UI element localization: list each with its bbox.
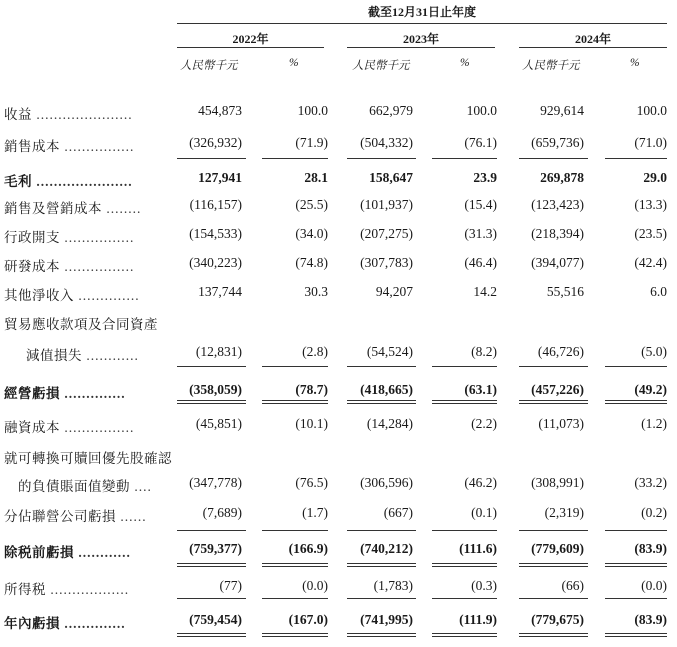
- amount-cell: (759,454): [189, 612, 242, 627]
- single-underline: [605, 530, 667, 531]
- percent-cell: (0.2): [641, 505, 667, 520]
- row-label-text: 分佔聯營公司虧損: [4, 509, 116, 524]
- double-underline: [177, 636, 246, 637]
- row-label-text: 經營虧損: [4, 386, 60, 401]
- single-underline: [519, 598, 588, 599]
- double-underline: [262, 633, 328, 634]
- double-underline: [519, 636, 588, 637]
- percent-cell: (15.4): [464, 197, 497, 212]
- row-label: [4, 447, 172, 467]
- amount-cell: (741,995): [360, 612, 413, 627]
- row-label: [4, 170, 133, 190]
- amount-cell: (659,736): [531, 135, 584, 150]
- row-label-text: 銷售成本: [4, 139, 60, 154]
- year-2022-header: 2022年: [232, 32, 269, 46]
- percent-cell: (33.2): [634, 475, 667, 490]
- percent-cell: (34.0): [295, 226, 328, 241]
- row-label-text: 就可轉換可贖回優先股確認: [4, 451, 172, 466]
- double-underline: [605, 633, 667, 634]
- percent-cell: (5.0): [641, 344, 667, 359]
- double-underline: [347, 633, 416, 634]
- amount-cell: (326,932): [189, 135, 242, 150]
- single-underline: [177, 530, 246, 531]
- leader-dots: ................: [60, 259, 135, 274]
- year-2024-header: 2024年: [574, 32, 611, 46]
- single-underline: [347, 598, 416, 599]
- amount-cell: (779,675): [531, 612, 584, 627]
- unit-rmb-2024: 人民幣千元: [522, 60, 580, 72]
- period-header: 截至12月31日止年度: [367, 5, 476, 19]
- percent-cell: (46.2): [464, 475, 497, 490]
- percent-cell: (76.5): [295, 475, 328, 490]
- single-underline: [605, 158, 667, 159]
- amount-cell: (504,332): [360, 135, 413, 150]
- percent-cell: (111.6): [459, 541, 497, 556]
- amount-cell: 269,878: [540, 170, 584, 185]
- percent-cell: (0.0): [641, 578, 667, 593]
- single-underline: [432, 366, 497, 367]
- amount-cell: (66): [561, 578, 584, 593]
- amount-cell: (779,609): [531, 541, 584, 556]
- amount-cell: 127,941: [198, 170, 242, 185]
- row-label-text: 所得税: [4, 582, 46, 597]
- double-underline: [605, 400, 667, 401]
- double-underline: [347, 636, 416, 637]
- single-underline: [519, 366, 588, 367]
- row-label: [4, 226, 134, 246]
- row-label-text: 年內虧損: [4, 616, 60, 631]
- leader-dots: ........: [102, 201, 142, 216]
- amount-cell: (308,991): [531, 475, 584, 490]
- percent-cell: (71.0): [634, 135, 667, 150]
- single-underline: [177, 598, 246, 599]
- percent-cell: 29.0: [643, 170, 667, 185]
- amount-cell: (77): [219, 578, 242, 593]
- unit-rmb-2023: 人民幣千元: [352, 60, 410, 72]
- double-underline: [347, 563, 416, 564]
- double-underline: [519, 566, 588, 567]
- percent-cell: (23.5): [634, 226, 667, 241]
- percent-cell: (1.2): [641, 416, 667, 431]
- percent-cell: (0.3): [471, 578, 497, 593]
- amount-cell: 662,979: [369, 103, 413, 118]
- row-label: [26, 344, 139, 364]
- single-underline: [347, 158, 416, 159]
- row-label: [4, 416, 134, 436]
- single-underline: [432, 530, 497, 531]
- amount-cell: (307,783): [360, 255, 413, 270]
- row-label-text: 的負債賬面值變動: [18, 479, 130, 494]
- amount-cell: (1,783): [373, 578, 413, 593]
- amount-cell: (101,937): [360, 197, 413, 212]
- percent-cell: (63.1): [464, 382, 497, 397]
- row-label: [4, 255, 134, 275]
- double-underline: [177, 633, 246, 634]
- double-underline: [262, 563, 328, 564]
- leader-dots: ............: [74, 545, 131, 560]
- leader-dots: ..............: [60, 616, 126, 631]
- double-underline: [177, 566, 246, 567]
- row-label-text: 毛利: [4, 174, 32, 189]
- double-underline: [177, 563, 246, 564]
- row-label-text: 貿易應收款項及合同資產: [4, 317, 158, 332]
- amount-cell: (46,726): [537, 344, 584, 359]
- double-underline: [347, 400, 416, 401]
- double-underline: [605, 403, 667, 404]
- double-underline: [432, 636, 497, 637]
- double-underline: [262, 400, 328, 401]
- row-label-text: 減值損失: [26, 348, 82, 363]
- percent-cell: (25.5): [295, 197, 328, 212]
- leader-dots: ....: [130, 479, 152, 494]
- header-rule: [177, 23, 667, 24]
- percent-cell: (83.9): [634, 612, 667, 627]
- row-label-text: 融資成本: [4, 420, 60, 435]
- single-underline: [432, 158, 497, 159]
- amount-cell: (218,394): [531, 226, 584, 241]
- percent-cell: 28.1: [304, 170, 328, 185]
- amount-cell: (759,377): [189, 541, 242, 556]
- row-label: [18, 475, 152, 495]
- leader-dots: ..............: [60, 386, 126, 401]
- amount-cell: (54,524): [366, 344, 413, 359]
- amount-cell: (394,077): [531, 255, 584, 270]
- double-underline: [519, 403, 588, 404]
- amount-cell: (11,073): [538, 416, 584, 431]
- percent-cell: (31.3): [464, 226, 497, 241]
- single-underline: [262, 158, 328, 159]
- double-underline: [432, 563, 497, 564]
- percent-cell: 100.0: [636, 103, 667, 118]
- single-underline: [177, 366, 246, 367]
- amount-cell: (154,533): [189, 226, 242, 241]
- leader-dots: ..................: [46, 582, 130, 597]
- single-underline: [347, 366, 416, 367]
- row-label-text: 行政開支: [4, 230, 60, 245]
- single-underline: [262, 366, 328, 367]
- amount-cell: (347,778): [189, 475, 242, 490]
- unit-rmb-2022: 人民幣千元: [180, 60, 238, 72]
- double-underline: [347, 403, 416, 404]
- amount-cell: (740,212): [360, 541, 413, 556]
- row-label: [4, 382, 126, 402]
- leader-dots: ......: [116, 509, 147, 524]
- double-underline: [347, 566, 416, 567]
- percent-cell: (13.3): [634, 197, 667, 212]
- leader-dots: ......................: [32, 107, 133, 122]
- double-underline: [519, 400, 588, 401]
- percent-cell: (76.1): [464, 135, 497, 150]
- double-underline: [605, 636, 667, 637]
- amount-cell: (340,223): [189, 255, 242, 270]
- unit-pct-2022: %: [289, 57, 299, 69]
- row-label-text: 收益: [4, 107, 32, 122]
- double-underline: [432, 566, 497, 567]
- single-underline: [432, 598, 497, 599]
- year-2023-rule: [347, 47, 495, 48]
- amount-cell: (14,284): [366, 416, 413, 431]
- percent-cell: (10.1): [295, 416, 328, 431]
- amount-cell: (7,689): [202, 505, 242, 520]
- percent-cell: (1.7): [302, 505, 328, 520]
- row-label-text: 其他淨收入: [4, 288, 74, 303]
- percent-cell: (167.0): [288, 612, 328, 627]
- year-2024-rule: [519, 47, 667, 48]
- percent-cell: (166.9): [288, 541, 328, 556]
- leader-dots: ................: [60, 420, 135, 435]
- amount-cell: (457,226): [531, 382, 584, 397]
- amount-cell: (2,319): [544, 505, 584, 520]
- row-label: [4, 197, 141, 217]
- amount-cell: (123,423): [531, 197, 584, 212]
- double-underline: [177, 403, 246, 404]
- single-underline: [262, 598, 328, 599]
- amount-cell: (358,059): [189, 382, 242, 397]
- amount-cell: (116,157): [189, 197, 242, 212]
- percent-cell: 100.0: [466, 103, 497, 118]
- percent-cell: 30.3: [304, 284, 328, 299]
- amount-cell: (418,665): [360, 382, 413, 397]
- year-2023-header: 2023年: [402, 32, 439, 46]
- percent-cell: (2.8): [302, 344, 328, 359]
- percent-cell: (111.9): [459, 612, 497, 627]
- amount-cell: 55,516: [546, 284, 584, 299]
- amount-cell: (12,831): [195, 344, 242, 359]
- percent-cell: (71.9): [295, 135, 328, 150]
- row-label: [4, 612, 126, 632]
- row-label: [4, 313, 158, 333]
- percent-cell: (46.4): [464, 255, 497, 270]
- amount-cell: (207,275): [360, 226, 413, 241]
- double-underline: [177, 400, 246, 401]
- single-underline: [177, 158, 246, 159]
- percent-cell: (8.2): [471, 344, 497, 359]
- single-underline: [519, 158, 588, 159]
- percent-cell: (42.4): [634, 255, 667, 270]
- double-underline: [262, 636, 328, 637]
- amount-cell: (306,596): [360, 475, 413, 490]
- percent-cell: (78.7): [295, 382, 328, 397]
- leader-dots: ................: [60, 139, 135, 154]
- amount-cell: (45,851): [195, 416, 242, 431]
- amount-cell: 158,647: [369, 170, 413, 185]
- amount-cell: 929,614: [540, 103, 584, 118]
- unit-pct-2023: %: [460, 57, 470, 69]
- single-underline: [347, 530, 416, 531]
- unit-pct-2024: %: [630, 57, 640, 69]
- single-underline: [519, 530, 588, 531]
- percent-cell: (74.8): [295, 255, 328, 270]
- percent-cell: 14.2: [473, 284, 497, 299]
- single-underline: [605, 598, 667, 599]
- row-label: [4, 103, 133, 123]
- single-underline: [262, 530, 328, 531]
- percent-cell: (2.2): [471, 416, 497, 431]
- double-underline: [262, 566, 328, 567]
- year-2022-rule: [177, 47, 324, 48]
- double-underline: [432, 403, 497, 404]
- double-underline: [519, 633, 588, 634]
- double-underline: [432, 633, 497, 634]
- amount-cell: 137,744: [198, 284, 242, 299]
- percent-cell: 6.0: [650, 284, 667, 299]
- percent-cell: (49.2): [634, 382, 667, 397]
- row-label-text: 研發成本: [4, 259, 60, 274]
- double-underline: [519, 563, 588, 564]
- double-underline: [262, 403, 328, 404]
- amount-cell: 94,207: [375, 284, 413, 299]
- amount-cell: (667): [383, 505, 413, 520]
- row-label: [4, 135, 134, 155]
- leader-dots: ..............: [74, 288, 140, 303]
- leader-dots: ......................: [32, 174, 133, 189]
- leader-dots: ............: [82, 348, 139, 363]
- double-underline: [605, 566, 667, 567]
- double-underline: [432, 400, 497, 401]
- percent-cell: 23.9: [473, 170, 497, 185]
- leader-dots: ................: [60, 230, 135, 245]
- row-label: [4, 284, 140, 304]
- single-underline: [605, 366, 667, 367]
- row-label-text: 銷售及營銷成本: [4, 201, 102, 216]
- amount-cell: 454,873: [198, 103, 242, 118]
- row-label: [4, 578, 129, 598]
- percent-cell: (83.9): [634, 541, 667, 556]
- row-label: [4, 541, 131, 561]
- percent-cell: (0.0): [302, 578, 328, 593]
- double-underline: [605, 563, 667, 564]
- row-label: [4, 505, 147, 525]
- percent-cell: (0.1): [471, 505, 497, 520]
- percent-cell: 100.0: [297, 103, 328, 118]
- row-label-text: 除税前虧損: [4, 545, 74, 560]
